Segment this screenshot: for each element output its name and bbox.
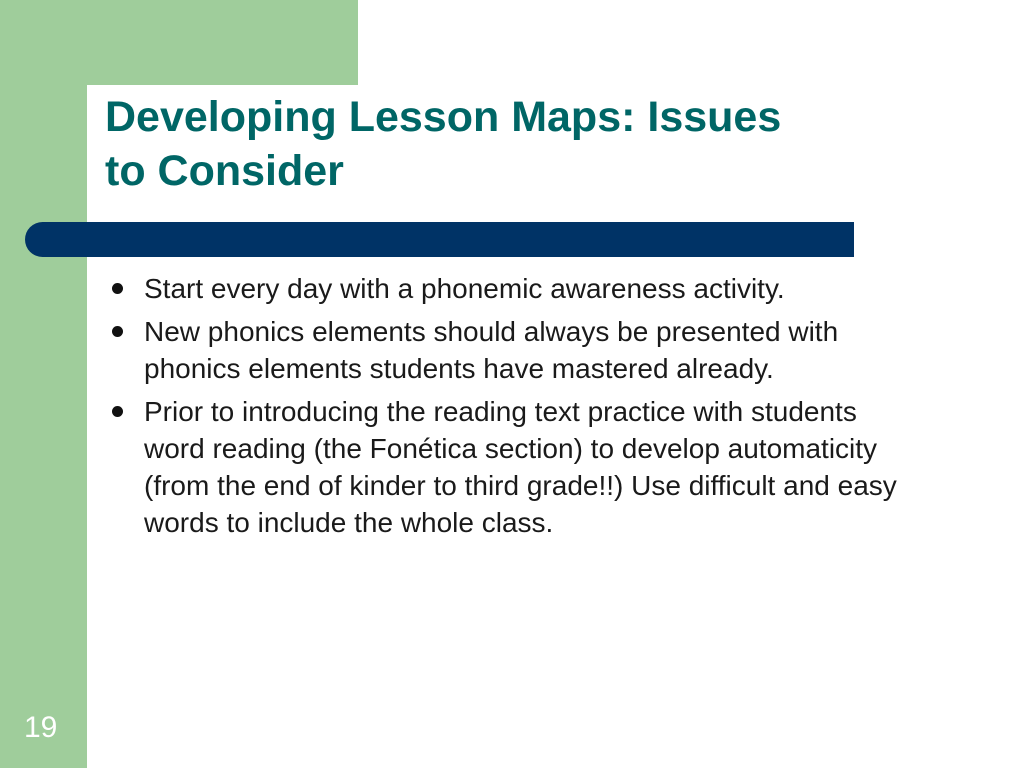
- bullet-text: Prior to introducing the reading text practice with students word reading (the Fonética section) to develop automaticity (from the end of kinder to third grade!!) Use difficult and easy words to include the whole class.: [144, 396, 897, 538]
- bullet-dot-icon: [112, 326, 123, 337]
- slide-title-line-1: Developing Lesson Maps: Issues: [105, 93, 782, 141]
- top-green-band: [0, 0, 358, 85]
- bullet-list: [104, 270, 924, 547]
- bullet-text: Start every day with a phonemic awareness activity.: [144, 273, 785, 304]
- bullet-item: [104, 393, 924, 541]
- title-divider-bar: [25, 222, 854, 257]
- slide-number: 19: [24, 711, 58, 744]
- bullet-item: [104, 313, 924, 387]
- slide-title-line-2: to Consider: [105, 147, 344, 195]
- bullet-dot-icon: [112, 406, 123, 417]
- bullet-text: New phonics elements should always be presented with phonics elements students have mastered already.: [144, 316, 839, 384]
- bullet-item: [104, 270, 924, 307]
- bullet-dot-icon: [112, 283, 123, 294]
- slide-title: [105, 90, 965, 198]
- left-green-band: [0, 0, 87, 768]
